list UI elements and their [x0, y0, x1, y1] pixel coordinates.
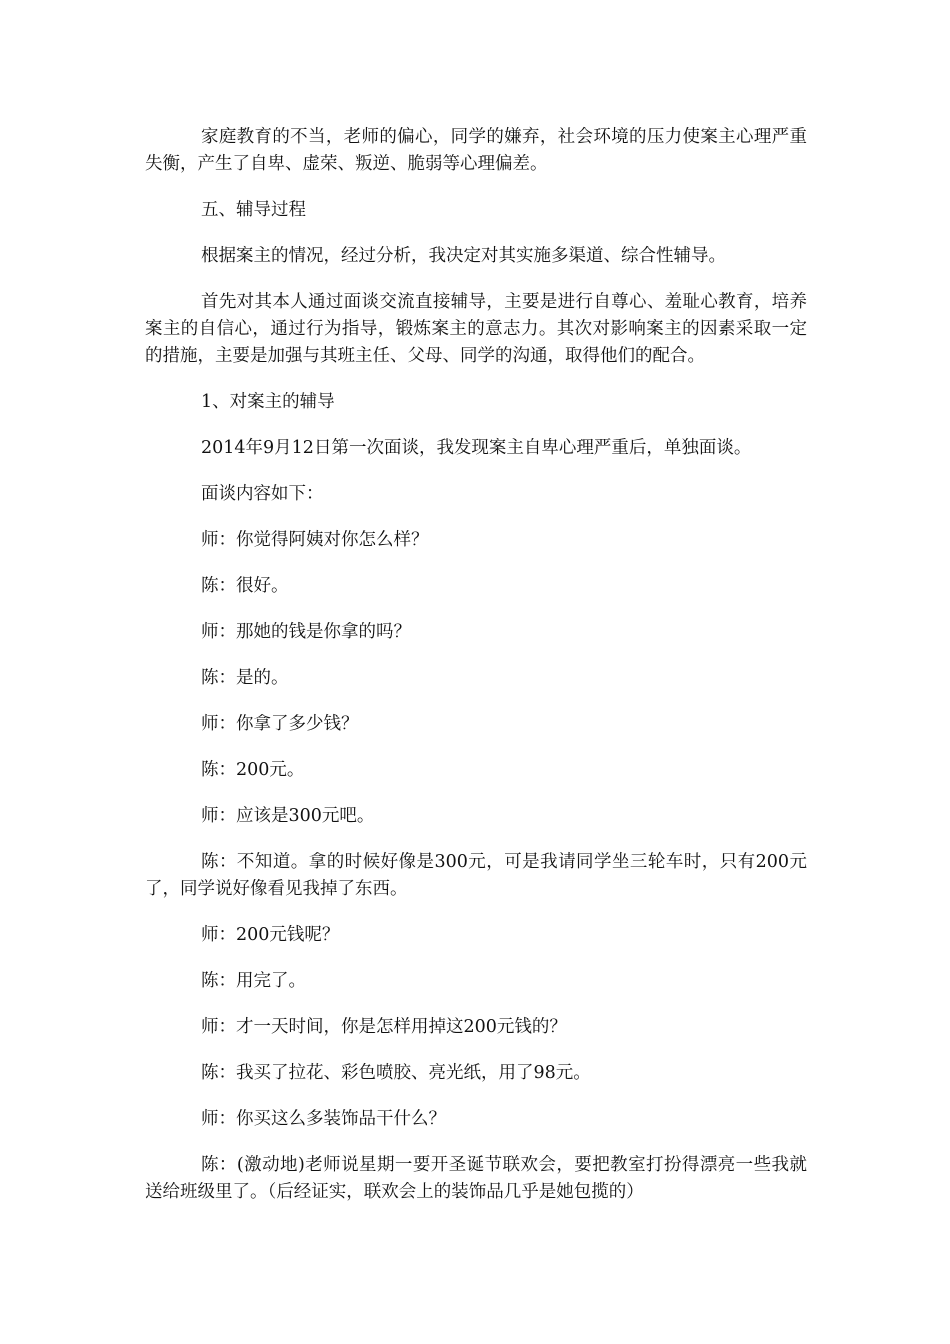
paragraph-interview-intro: 面谈内容如下： [201, 484, 324, 504]
dialogue-line: 陈：200元。 [201, 760, 305, 780]
dialogue-line: 陈：很好。 [201, 576, 289, 596]
paragraph-counseling-plan: 根据案主的情况，经过分析，我决定对其实施多渠道、综合性辅导。 [201, 246, 726, 266]
dialogue-line: 师：你买这么多装饰品干什么？ [201, 1109, 446, 1129]
paragraph-family-education: 家庭教育的不当，老师的偏心，同学的嫌弃，社会环境的压力使案主心理严重失衡，产生了自卑、虚荣、叛逆、脆弱等心理偏差。 [145, 127, 807, 174]
paragraph-first-interview: 2014年9月12日第一次面谈，我发现案主自卑心理严重后，单独面谈。 [201, 438, 752, 458]
dialogue-line: 陈：(激动地)老师说星期一要开圣诞节联欢会，要把教室打扮得漂亮一些我就送给班级里了。（后经证实，联欢会上的装饰品几乎是她包揽的） [145, 1155, 807, 1202]
dialogue-line: 陈：不知道。拿的时候好像是300元，可是我请同学坐三轮车时，只有200元了，同学说好像看见我掉了东西。 [145, 852, 807, 899]
dialogue-line: 师：那她的钱是你拿的吗？ [201, 622, 411, 642]
paragraph-counseling-approach: 首先对其本人通过面谈交流直接辅导，主要是进行自尊心、羞耻心教育，培养案主的自信心，通过行为指导，锻炼案主的意志力。其次对影响案主的因素采取一定的措施，主要是加强与其班主任、父母、同学的沟通，取得他们的配合。 [145, 292, 807, 366]
dialogue-line: 师：应该是300元吧。 [201, 806, 375, 826]
dialogue-line: 陈：用完了。 [201, 971, 306, 991]
dialogue-line: 师：200元钱呢？ [201, 925, 340, 945]
dialogue-line: 陈：我买了拉花、彩色喷胶、亮光纸，用了98元。 [201, 1063, 591, 1083]
dialogue-line: 师：你觉得阿姨对你怎么样？ [201, 530, 429, 550]
dialogue-line: 师：你拿了多少钱？ [201, 714, 359, 734]
dialogue-line: 师：才一天时间，你是怎样用掉这200元钱的？ [201, 1017, 567, 1037]
subheading-client-counseling: 1、对案主的辅导 [201, 392, 335, 412]
section-heading-counseling-process: 五、辅导过程 [201, 200, 306, 220]
dialogue-line: 陈：是的。 [201, 668, 289, 688]
